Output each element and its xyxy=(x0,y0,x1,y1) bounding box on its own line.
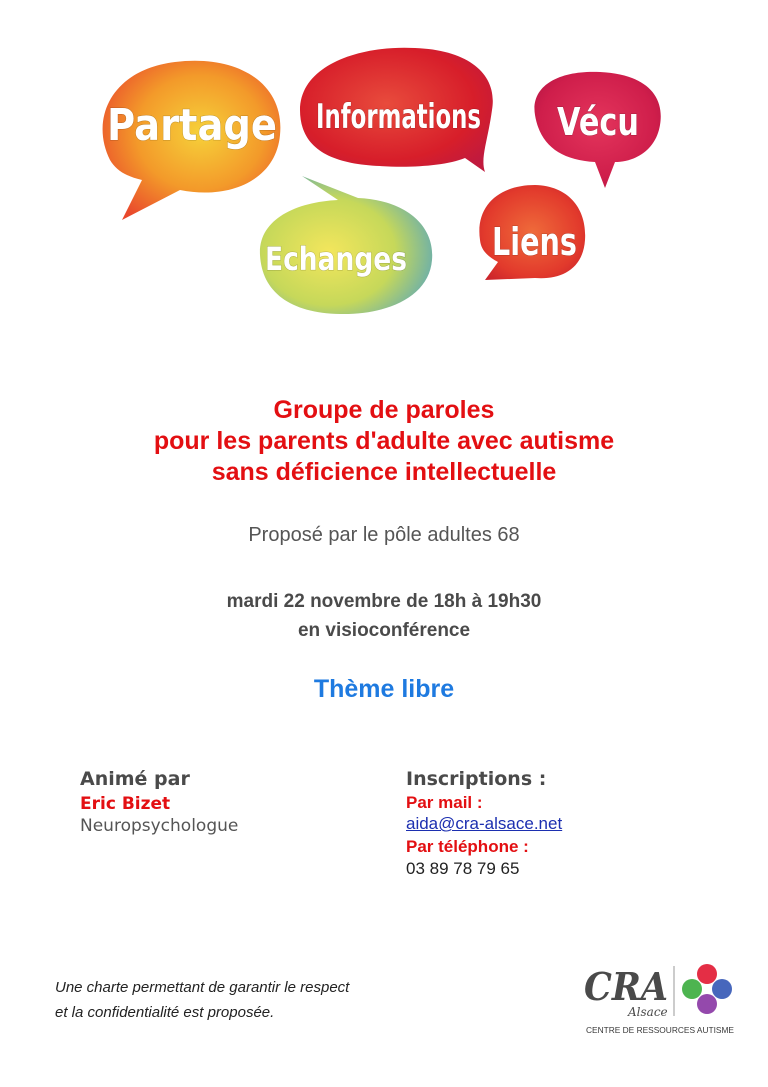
bubble-informations xyxy=(300,48,493,172)
bubble-word-vecu: Vécu xyxy=(557,100,639,144)
event-title xyxy=(0,395,768,488)
bubble-partage xyxy=(103,61,281,220)
animator-section xyxy=(80,768,238,836)
phone-number: 03 89 78 79 65 xyxy=(406,859,520,878)
bubble-word-echanges: Echanges xyxy=(265,240,407,278)
email-link[interactable]: aida@cra-alsace.net xyxy=(406,814,563,833)
bubble-word-partage: Partage xyxy=(107,100,277,151)
title-line-2: pour les parents d'adulte avec autisme xyxy=(153,427,615,455)
charter-line-2: et la confidentialité est proposée. xyxy=(55,1004,275,1021)
registration-heading: Inscriptions : xyxy=(406,768,547,790)
animator-role: Neuropsychologue xyxy=(80,816,239,836)
logo-wordmark: CRA xyxy=(584,964,668,1009)
event-format: en visioconférence xyxy=(297,620,471,641)
registration-section xyxy=(406,768,562,879)
logo-dots xyxy=(682,964,732,1014)
logo-tagline: CENTRE DE RESSOURCES AUTISME xyxy=(586,1025,735,1035)
mail-label: Par mail : xyxy=(406,793,483,812)
charter-note xyxy=(55,975,349,1025)
charter-line-1: Une charte permettant de garantir le respect xyxy=(55,979,350,996)
bubble-liens xyxy=(479,185,585,280)
logo-region: Alsace xyxy=(628,1005,668,1019)
bubble-word-informations: Informations xyxy=(316,97,481,137)
speech-bubbles-illustration xyxy=(80,40,680,330)
animator-name: Eric Bizet xyxy=(80,794,171,814)
animator-heading: Animé par xyxy=(80,768,190,790)
event-theme: Thème libre xyxy=(313,675,455,703)
bubble-vecu xyxy=(534,72,660,188)
cra-alsace-logo xyxy=(580,960,740,1040)
proposed-by: Proposé par le pôle adultes 68 xyxy=(248,524,520,546)
phone-label: Par téléphone : xyxy=(406,837,529,856)
bubble-echanges xyxy=(260,176,432,314)
title-line-1: Groupe de paroles xyxy=(273,396,495,424)
event-schedule xyxy=(0,587,768,645)
event-date: mardi 22 novembre de 18h à 19h30 xyxy=(226,591,542,612)
bubble-word-liens: Liens xyxy=(492,220,577,264)
title-line-3: sans déficience intellectuelle xyxy=(211,458,557,486)
